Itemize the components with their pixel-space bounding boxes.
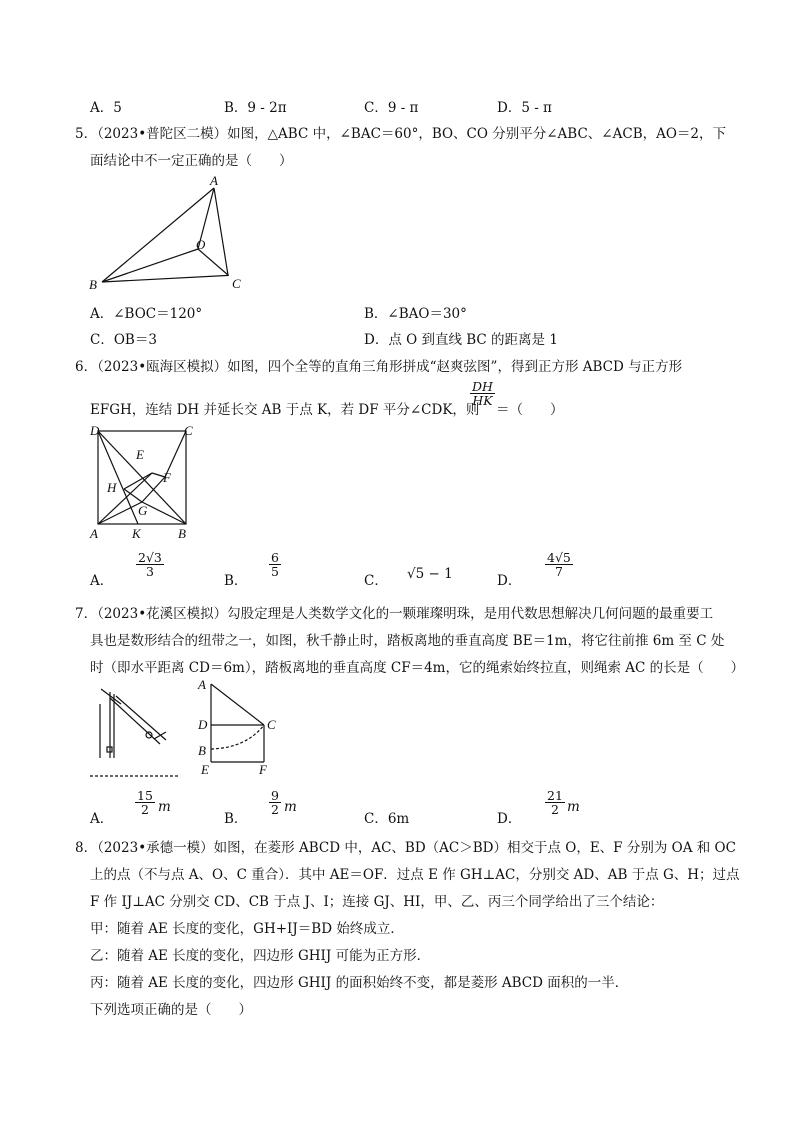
q6-stem-text: EFGH，连结 DH 并延长交 AB 于点 K，若 DF 平分∠CDK，则 [90,402,480,418]
q5-label-a: A [210,173,218,188]
q7-label-c: C [267,717,276,732]
q7-label-b: B [198,743,206,758]
q7-figure [196,676,296,776]
q6-option-b-num: 6 [271,550,279,565]
q4-option-c[interactable]: C．9 - π [364,100,419,116]
q5-segment-co [198,249,228,275]
q7-option-a-den: 2 [140,802,149,817]
q6-stem-line1: 6．（2023•瓯海区模拟）如图，四个全等的直角三角形拼成“赵爽弦图”，得到正方形 ABCD 与正方形 [75,359,683,375]
q7-option-b-fraction[interactable] [269,789,281,816]
q6-line-bg [142,502,186,524]
q5-label-b: B [89,277,97,292]
q7-option-a-unit: m [158,799,171,815]
q5-stem-line1: 5．（2023•普陀区二模）如图，△ABC 中，∠BAC＝60°，BO、CO 分别平分∠ABC、∠ACB，AO＝2，下 [75,126,727,142]
q6-label-g: G [138,503,148,518]
q6-label-h: H [107,480,117,495]
q6-label-k: K [132,526,141,541]
q7-frame-top [101,689,121,704]
q6-figure [86,422,206,542]
q6-option-b-label[interactable]: B． [224,573,248,589]
q7-option-b-num: 9 [271,788,279,803]
q6-stem-end: ＝（ ） [496,402,564,418]
q5-figure [86,172,266,292]
q6-line-ag [98,502,142,524]
q8-stem-line2: 上的点（不与点 A、O、C 重合）．其中 AE＝OF．过点 E 作 GH⊥AC，分别交 AD、AB 于点 G、H；过点 [90,867,740,883]
q7-stem-line1: 7．（2023•花溪区模拟）勾股定理是人类数学文化的一颗璀璨明珠，是用代数思想解决几何问题的最重要工 [75,606,714,622]
q6-ratio-num: DH [472,379,493,394]
q7-rope-1 [110,698,160,744]
q5-side-ac [214,188,228,275]
q7-option-c[interactable]: C．6m [364,811,410,827]
q5-option-d[interactable]: D．点 O 到直线 BC 的距离是 1 [364,332,558,348]
q7-stem-line3: 时（即水平距离 CD＝6m），踏板离地的垂直高度 CF＝4m，它的绳索始终拉直，则绳索 AC 的长是（ ） [90,660,745,676]
q5-label-o: O [196,237,206,252]
q8-claim-jia: 甲：随着 AE 长度的变化，GH+IJ＝BD 始终成立． [90,921,404,937]
q7-swing-sketch [86,684,186,784]
q7-label-a: A [198,677,206,692]
q8-claim-yi: 乙：随着 AE 长度的变化，四边形 GHIJ 可能为正方形． [90,948,431,964]
q6-option-d-label[interactable]: D． [497,573,522,589]
q5-segment-bo [102,249,198,282]
q5-label-c: C [232,276,241,291]
q6-label-e: E [136,447,144,462]
q6-label-c: C [184,423,193,438]
q7-label-d: D [198,717,208,732]
q7-rope-ac [211,684,264,725]
q6-option-a-label[interactable]: A． [90,573,114,589]
q7-label-f: F [259,762,267,777]
q8-claim-bing: 丙：随着 AE 长度的变化，四边形 GHIJ 的面积始终不变，都是菱形 ABCD 面积的一半． [90,975,629,991]
q6-option-b-den: 5 [271,564,279,579]
q8-stem-line3: F 作 IJ⊥AC 分别交 CD、CB 于点 J、I；连接 GJ、HI，甲、乙、丙三个同学给出了三个结论： [90,894,664,910]
q5-side-bc [102,275,229,282]
q6-option-a-fraction[interactable] [136,551,164,578]
q6-option-a-den: 3 [145,564,154,579]
q6-option-c-label[interactable]: C． [364,573,388,589]
q4-option-b[interactable]: B．9 - 2π [224,100,287,116]
q5-option-c[interactable]: C．OB＝3 [90,332,157,348]
q6-label-f: F [163,470,171,485]
q7-stem-line2: 具也是数形结合的纽带之一，如图，秋千静止时，踏板离地的垂直高度 BE＝1m，将它往前推 6m 至 C 处 [90,633,725,649]
q7-option-b-unit: m [284,799,297,815]
q5-option-b[interactable]: B．∠BAO＝30° [364,306,467,322]
q7-option-b-den: 2 [271,802,279,817]
q7-label-e: E [201,762,209,777]
q6-stem-line2 [90,398,479,418]
q5-stem-line2: 面结论中不一定正确的是（ ） [90,153,293,169]
q6-ratio-fraction [470,380,495,407]
q7-option-a-num: 15 [137,788,153,803]
q6-line-dk [98,431,138,524]
q6-label-d: D [90,423,100,438]
q6-option-d-num: 4√5 [547,550,571,565]
q6-option-a-num: 2√3 [138,550,162,565]
q7-option-a-label[interactable]: A． [90,811,114,827]
q7-option-d-den: 2 [550,802,559,817]
q6-option-d-den: 7 [554,564,563,579]
q7-rope-2 [116,696,166,740]
q5-option-a[interactable]: A．∠BOC＝120° [90,306,203,322]
q6-option-d-fraction[interactable] [545,551,573,578]
q5-side-ab [102,188,214,282]
q4-option-d[interactable]: D．5 - π [497,100,552,116]
q8-stem-line1: 8．（2023•承德一模）如图，在菱形 ABCD 中，AC、BD（AC＞BD）相交于点 O，E、F 分别为 OA 和 OC [75,840,736,856]
q4-option-a[interactable]: A．5 [90,100,122,116]
q7-option-d-label[interactable]: D． [497,811,522,827]
q6-label-a: A [90,526,98,541]
q8-prompt: 下列选项正确的是（ ） [90,1002,252,1018]
q6-label-b: B [178,526,186,541]
q7-option-d-num: 21 [547,788,563,803]
q7-option-b-label[interactable]: B． [224,811,248,827]
q6-option-c-value[interactable]: √5 − 1 [407,566,453,582]
q7-option-a-fraction[interactable] [135,789,155,816]
q6-ratio-den: HK [472,393,493,408]
q7-option-d-fraction[interactable] [545,789,565,816]
q7-option-d-unit: m [567,799,580,815]
q6-option-b-fraction[interactable] [269,551,281,578]
q7-arc-bc [211,725,264,749]
